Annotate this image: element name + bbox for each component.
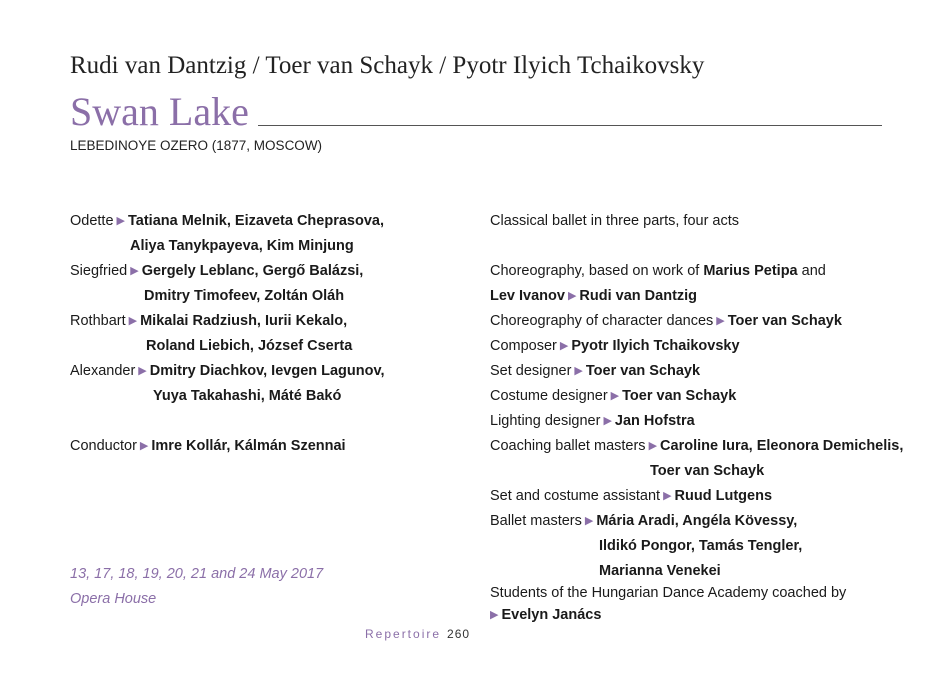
credit-ballet-masters-cont — [490, 559, 900, 584]
credit-ballet-masters — [490, 509, 900, 534]
cast-names: Gergely Leblanc, Gergő Balázsi, — [141, 263, 364, 279]
triangle-icon: ▶ — [559, 340, 569, 352]
performance-info — [70, 562, 323, 612]
credit-value: Toer van Schayk — [622, 388, 737, 404]
cast-names: Imre Kollár, Kálmán Szennai — [151, 438, 346, 454]
credit-value: Marianna Venekei — [599, 563, 721, 579]
credit-value: Rudi van Dantzig — [579, 288, 698, 304]
credit-choreography-cont — [490, 284, 900, 309]
credit-coaching-masters-cont — [490, 459, 900, 484]
cast-alexander-cont — [70, 384, 470, 409]
cast-names: Aliya Tanykpayeva, Kim Minjung — [130, 238, 354, 254]
cast-odette-cont — [70, 234, 470, 259]
cast-names: Mikalai Radziush, Iurii Kekalo, — [140, 313, 348, 329]
cast-column — [70, 209, 470, 459]
cast-rothbart — [70, 309, 470, 334]
role-label: Odette — [70, 213, 114, 229]
triangle-icon: ▶ — [648, 440, 658, 452]
credit-value: Caroline Iura, Eleonora Demichelis, — [660, 438, 904, 454]
credit-value: Evelyn Janács — [501, 607, 602, 623]
genre-line: Classical ballet in three parts, four acts — [490, 213, 740, 229]
cast-names: Roland Liebich, József Cserta — [146, 338, 353, 354]
credit-label: Coaching ballet masters — [490, 438, 646, 454]
credit-label: Composer — [490, 338, 557, 354]
cast-names: Dmitry Timofeev, Zoltán Oláh — [144, 288, 345, 304]
page-number: 260 — [447, 627, 471, 641]
credit-label: Costume designer — [490, 388, 608, 404]
credit-value: Jan Hofstra — [614, 413, 695, 429]
credit-value: Toer van Schayk — [585, 363, 701, 379]
triangle-icon: ▶ — [138, 365, 147, 377]
credit-costume-designer — [490, 384, 900, 409]
cast-names: Yuya Takahashi, Máté Bakó — [153, 388, 342, 404]
credit-value: Toer van Schayk — [727, 313, 842, 329]
credit-students — [490, 582, 846, 626]
cast-names: Tatiana Melnik, Eizaveta Cheprasova, — [128, 213, 384, 229]
cast-odette — [70, 209, 470, 234]
performance-dates: 13, 17, 18, 19, 20, 21 and 24 May 2017 — [70, 566, 324, 582]
credit-value: Lev Ivanov — [490, 288, 565, 304]
cast-alexander — [70, 359, 470, 384]
credit-lighting-designer — [490, 409, 900, 434]
triangle-icon: ▶ — [663, 490, 672, 502]
spacer — [490, 234, 900, 259]
page-footer — [365, 627, 470, 641]
original-title: LEBEDINOYE OZERO (1877, MOSCOW) — [70, 138, 323, 153]
credit-value: Marius Petipa — [703, 263, 798, 279]
credit-set-designer — [490, 359, 900, 384]
role-label: Siegfried — [70, 263, 128, 279]
credit-label: Lighting designer — [490, 413, 601, 429]
title-rule — [258, 125, 882, 126]
creators-line: Rudi van Dantzig / Toer van Schayk / Pyotr Ilyich Tchaikovsky — [70, 52, 705, 79]
credit-label: Choreography of character dances — [490, 313, 714, 329]
triangle-icon: ▶ — [716, 315, 725, 327]
credit-conjunction: and — [801, 263, 826, 279]
cast-names: Dmitry Diachkov, Ievgen Lagunov, — [149, 363, 385, 379]
cast-siegfried-cont — [70, 284, 470, 309]
cast-conductor — [70, 434, 470, 459]
triangle-icon: ▶ — [567, 290, 577, 302]
credit-value: Ildikó Pongor, Tamás Tengler, — [599, 538, 803, 554]
triangle-icon: ▶ — [584, 515, 594, 527]
credit-value: Pyotr Ilyich Tchaikovsky — [571, 338, 740, 354]
credits-column — [490, 209, 904, 584]
page-title: Swan Lake — [70, 89, 249, 134]
triangle-icon: ▶ — [139, 440, 149, 452]
cast-rothbart-cont — [70, 334, 470, 359]
title-row — [70, 89, 882, 134]
role-label: Alexander — [70, 363, 136, 379]
credit-label: Students of the Hungarian Dance Academy coached by — [490, 585, 847, 601]
triangle-icon: ▶ — [128, 315, 138, 327]
triangle-icon: ▶ — [116, 215, 125, 227]
role-label: Conductor — [70, 438, 137, 454]
credit-value: Ruud Lutgens — [674, 488, 773, 504]
credit-value: Toer van Schayk — [650, 463, 765, 479]
triangle-icon: ▶ — [610, 390, 620, 402]
credit-ballet-masters-cont — [490, 534, 900, 559]
credit-composer — [490, 334, 900, 359]
credit-students-cont — [490, 604, 846, 626]
credit-choreography — [490, 259, 900, 284]
credit-label: Set designer — [490, 363, 572, 379]
cast-siegfried — [70, 259, 470, 284]
credit-label: Ballet masters — [490, 513, 582, 529]
role-label: Rothbart — [70, 313, 126, 329]
credit-label: Choreography, based on work of — [490, 263, 700, 279]
credit-coaching-masters — [490, 434, 904, 459]
credit-character-dances — [490, 309, 900, 334]
triangle-icon: ▶ — [574, 365, 583, 377]
spacer — [70, 409, 470, 434]
triangle-icon: ▶ — [603, 415, 612, 427]
credit-costume-assistant — [490, 484, 900, 509]
triangle-icon: ▶ — [490, 609, 499, 621]
credit-value: Mária Aradi, Angéla Kövessy, — [596, 513, 798, 529]
footer-section: Repertoire — [365, 627, 442, 641]
credit-label: Set and costume assistant — [490, 488, 661, 504]
triangle-icon: ▶ — [130, 265, 139, 277]
performance-venue: Opera House — [70, 591, 157, 607]
